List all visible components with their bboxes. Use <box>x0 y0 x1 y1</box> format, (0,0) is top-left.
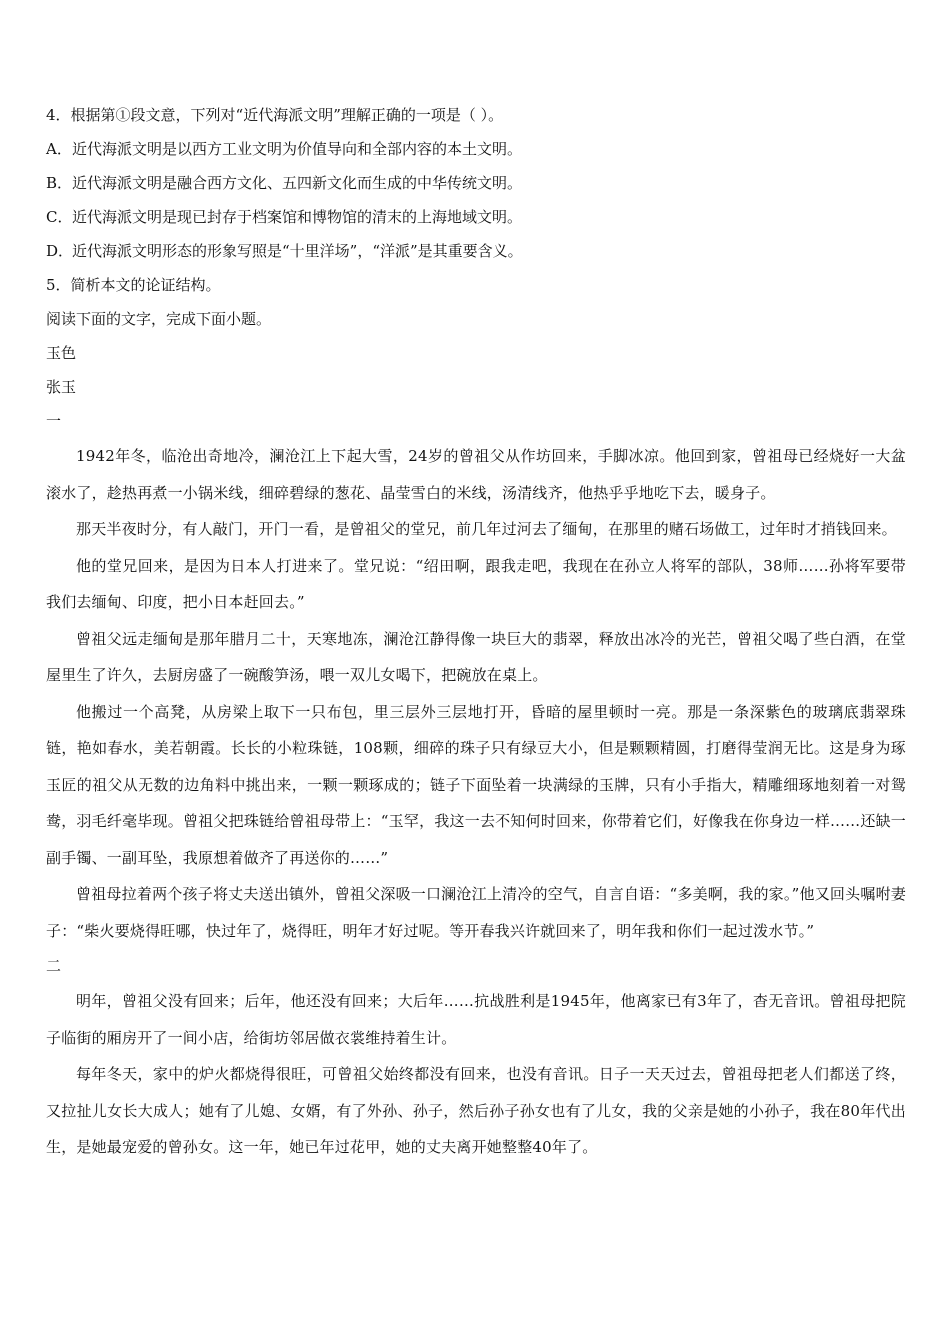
paragraph: 那天半夜时分，有人敲门，开门一看，是曾祖父的堂兄，前几年过河去了缅甸，在那里的赌石场做工，过年时才捎钱回来。 <box>76 520 897 538</box>
question-4-option-c <box>46 200 906 234</box>
question-4-option-b <box>46 166 906 200</box>
paragraph: 明年，曾祖父没有回来；后年，他还没有回来；大后年……抗战胜利是1945年，他离家已有3年了，杳无音讯。曾祖母把院子临街的厢房开了一间小店，给街坊邻居做衣裳维持着生计。 <box>46 992 906 1047</box>
option-d-text: 近代海派文明形态的形象写照是“十里洋场”，“洋派”是其重要含义。 <box>72 242 523 260</box>
option-d-tag: D． <box>46 242 74 260</box>
question-5: 5．简析本文的论证结构。 <box>46 276 221 294</box>
paragraph: 曾祖母拉着两个孩子将丈夫送出镇外，曾祖父深吸一口澜沧江上清冷的空气，自言自语：“多美啊，我的家。”他又回头嘱咐妻子：“柴火要烧得旺哪，快过年了，烧得旺，明年才好过呢。等开春我兴许就回来了，明年我和你们一起过泼水节。” <box>46 885 906 940</box>
story-author: 张玉 <box>46 378 77 396</box>
section-2-label: 二 <box>46 957 62 975</box>
paragraph: 他搬过一个高凳，从房梁上取下一只布包，里三层外三层地打开，昏暗的屋里顿时一亮。那是一条深紫色的玻璃底翡翠珠链，艳如春水，美若朝霞。长长的小粒珠链，108颗，细碎的珠子只有绿豆大小，但是颗颗精圆，打磨得莹润无比。这是身为琢玉匠的祖父从无数的边角料中挑出来，一颗一颗琢成的；链子下面坠着一块满绿的玉牌，只有小手指大，精雕细琢地刻着一对鸳鸯，羽毛纤毫毕现。曾祖父把珠链给曾祖母带上：“玉罕，我这一去不知何时回来，你带着它们，好像我在你身边一样……还缺一副手镯、一副耳坠，我原想着做齐了再送你的……” <box>46 702 906 867</box>
option-a-text: 近代海派文明是以西方工业文明为价值导向和全部内容的本土文明。 <box>72 140 523 158</box>
question-4-stem: 4．根据第①段文意，下列对“近代海派文明”理解正确的一项是（ ）。 <box>46 106 504 124</box>
question-4-option-a <box>46 132 906 166</box>
question-4-option-d <box>46 234 906 268</box>
option-a-tag: A． <box>46 140 72 158</box>
option-b-tag: B． <box>46 174 73 192</box>
document-page <box>46 98 906 1166</box>
reading-instruction: 阅读下面的文字，完成下面小题。 <box>46 310 272 328</box>
paragraph: 他的堂兄回来，是因为日本人打进来了。堂兄说：“绍田啊，跟我走吧，我现在在孙立人将军的部队，38师……孙将军要带我们去缅甸、印度，把小日本赶回去。” <box>46 556 906 611</box>
paragraph: 曾祖父远走缅甸是那年腊月二十，天寒地冻，澜沧江静得像一块巨大的翡翠，释放出冰冷的光芒，曾祖父喝了些白酒，在堂屋里生了许久，去厨房盛了一碗酸笋汤，喂一双儿女喝下，把碗放在桌上。 <box>46 629 906 684</box>
option-c-text: 近代海派文明是现已封存于档案馆和博物馆的清末的上海地域文明。 <box>72 208 523 226</box>
section-1-label: 一 <box>46 412 62 430</box>
paragraph: 每年冬天，家中的炉火都烧得很旺，可曾祖父始终都没有回来，也没有音讯。日子一天天过去，曾祖母把老人们都送了终，又拉扯儿女长大成人；她有了儿媳、女婿，有了外孙、孙子，然后孙子孙女也有了儿女，我的父亲是她的小孙子，我在80年代出生，是她最宠爱的曾孙女。这一年，她已年过花甲，她的丈夫离开她整整40年了。 <box>46 1065 906 1156</box>
option-c-tag: C． <box>46 208 73 226</box>
paragraph: 1942年冬，临沧出奇地冷，澜沧江上下起大雪，24岁的曾祖父从作坊回来，手脚冰凉。他回到家，曾祖母已经烧好一大盆滚水了，趁热再煮一小锅米线，细碎碧绿的葱花、晶莹雪白的米线，汤清线齐，他热乎乎地吃下去，暖身子。 <box>46 447 906 502</box>
option-b-text: 近代海派文明是融合西方文化、五四新文化而生成的中华传统文明。 <box>72 174 523 192</box>
story-title: 玉色 <box>46 344 77 362</box>
